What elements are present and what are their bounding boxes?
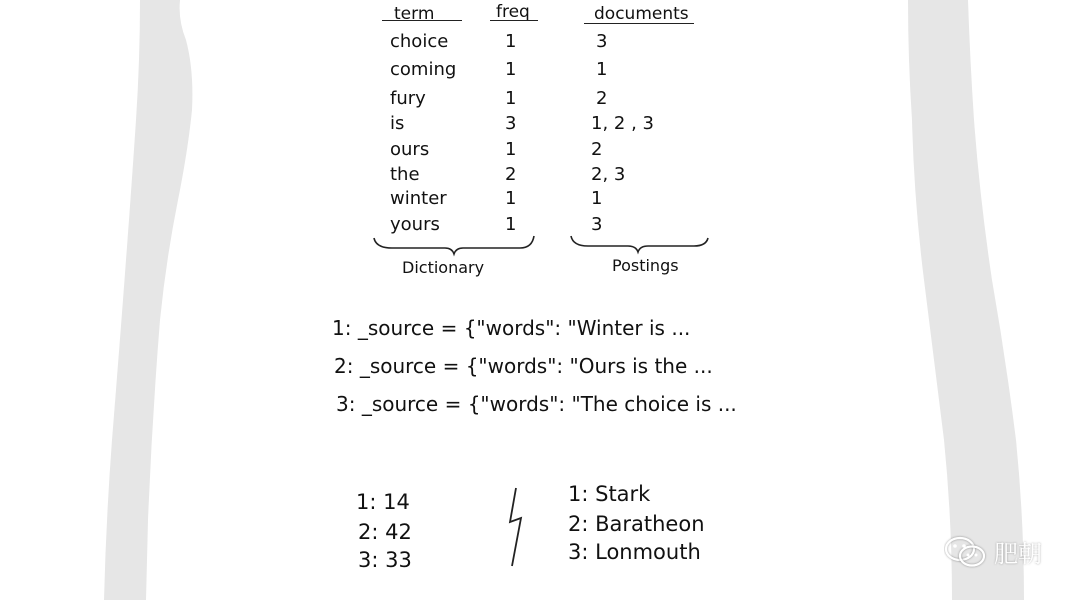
term-cell: fury — [390, 88, 426, 109]
term-cell: coming — [390, 59, 457, 80]
postings-brace — [571, 236, 708, 252]
freq-cell: 2 — [505, 164, 517, 185]
freq-cell: 1 — [505, 139, 517, 160]
docs-cell: 1, 2 , 3 — [591, 113, 654, 134]
house-line: 2: Baratheon — [568, 512, 705, 536]
term-cell: ours — [390, 139, 430, 160]
docs-cell: 3 — [591, 214, 603, 235]
house-line: 1: Stark — [568, 482, 651, 506]
watermark-text: 肥朝 — [994, 540, 1042, 568]
wechat-icon — [944, 535, 988, 569]
number-line: 1: 14 — [356, 490, 410, 514]
source-line: 1: _source = {"words": "Winter is ... — [332, 316, 691, 340]
house-line: 3: Lonmouth — [568, 540, 701, 564]
watermark — [944, 534, 1042, 569]
freq-cell: 3 — [505, 113, 517, 134]
freq-cell: 1 — [505, 188, 517, 209]
separator-bolt — [510, 488, 521, 566]
term-cell: is — [390, 113, 405, 134]
docs-cell: 1 — [591, 188, 603, 209]
dictionary-brace — [374, 236, 534, 254]
docs-cell: 3 — [596, 31, 608, 52]
freq-cell: 1 — [505, 88, 517, 109]
dictionary-caption: Dictionary — [402, 258, 485, 277]
source-line: 3: _source = {"words": "The choice is ... — [336, 392, 737, 416]
term-cell: yours — [390, 214, 440, 235]
freq-cell: 1 — [505, 31, 517, 52]
source-line: 2: _source = {"words": "Ours is the ... — [334, 354, 713, 378]
number-line: 3: 33 — [358, 548, 412, 572]
header-term: term — [394, 4, 435, 24]
freq-cell: 1 — [505, 59, 517, 80]
docs-cell: 2 — [591, 139, 603, 160]
header-documents: documents — [594, 4, 689, 24]
header-freq: freq — [496, 2, 530, 22]
term-cell: winter — [390, 188, 447, 209]
docs-cell: 2 — [596, 88, 608, 109]
docs-cell: 1 — [596, 59, 608, 80]
docs-cell: 2, 3 — [591, 164, 626, 185]
postings-caption: Postings — [612, 256, 679, 275]
freq-cell: 1 — [505, 214, 517, 235]
term-cell: the — [390, 164, 420, 185]
term-cell: choice — [390, 31, 449, 52]
number-line: 2: 42 — [358, 520, 412, 544]
